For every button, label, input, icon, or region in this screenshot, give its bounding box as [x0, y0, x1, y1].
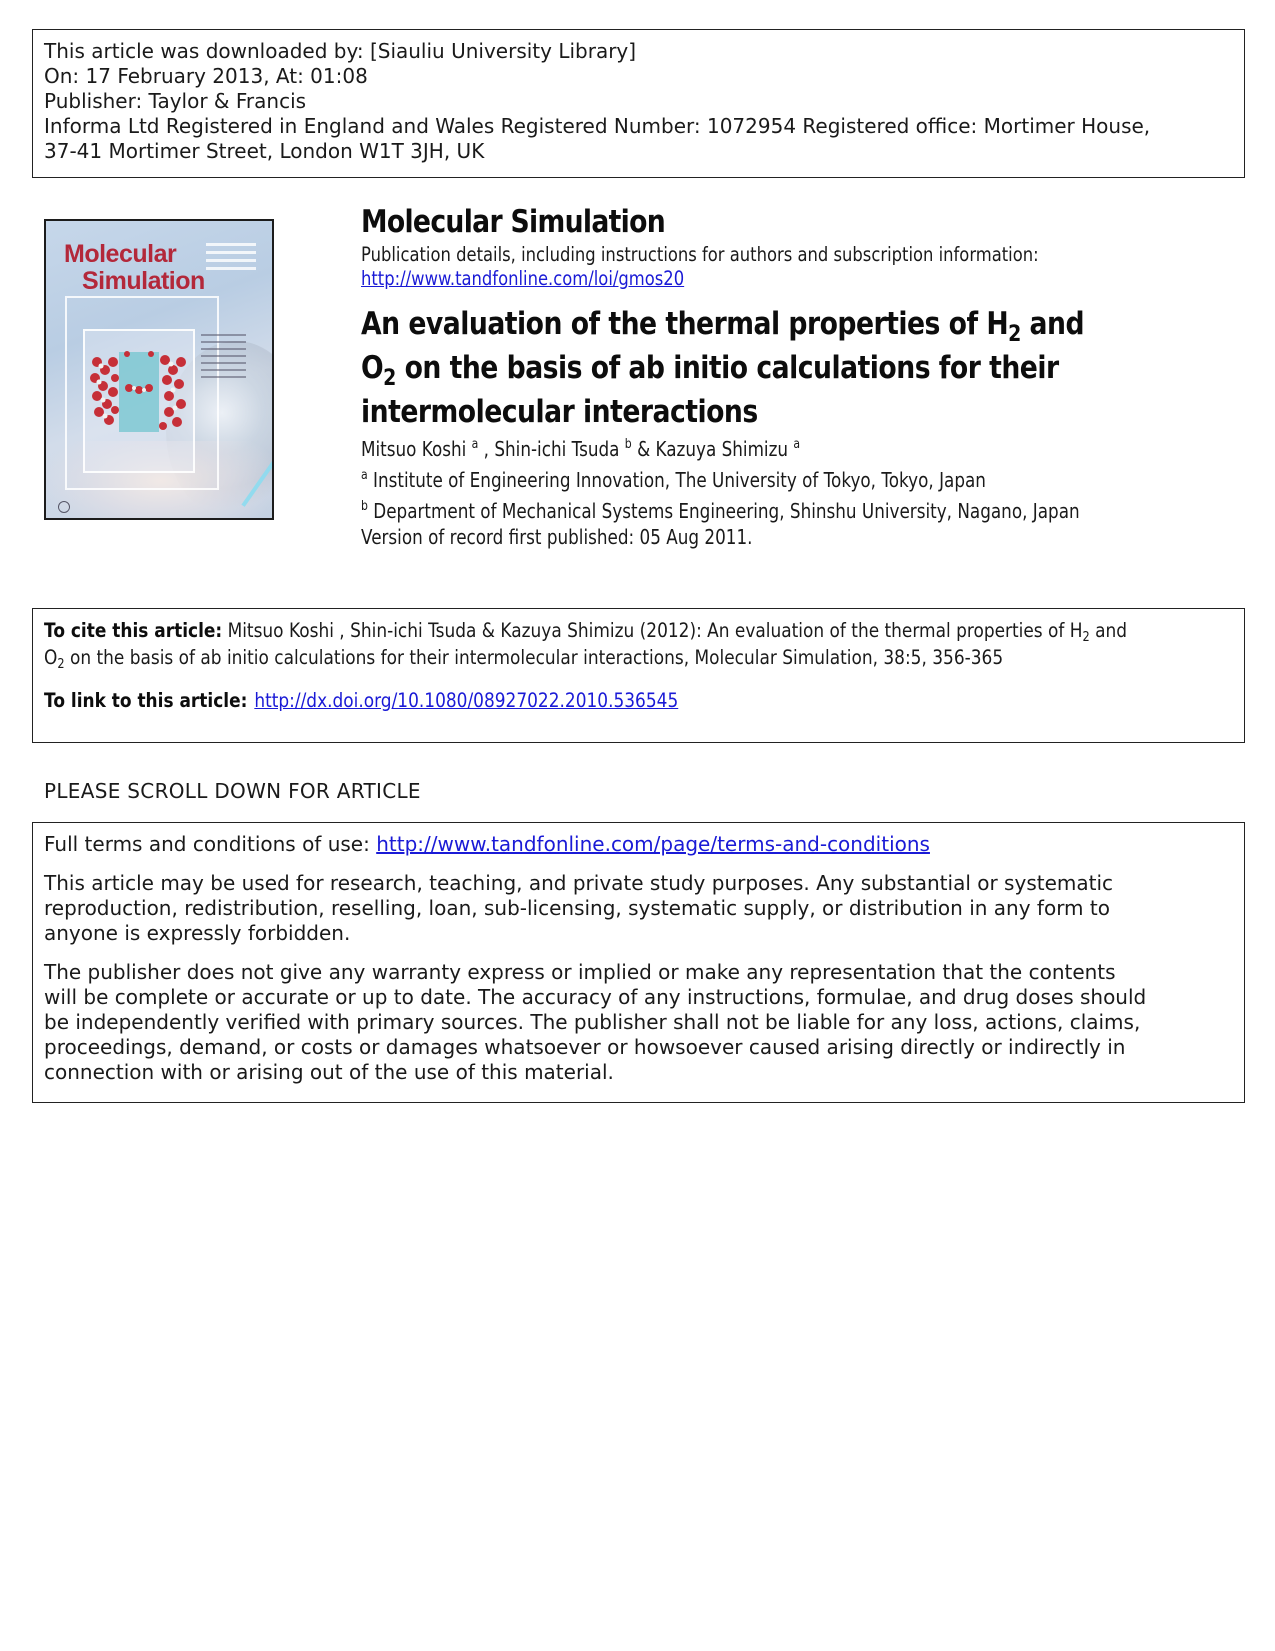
citation-line1: [44, 617, 1128, 645]
author-separator: &: [631, 437, 656, 461]
cover-molecule-graphic: [89, 348, 189, 436]
author-separator: ,: [478, 437, 495, 461]
download-line-library: This article was downloaded by: [Siauliu University Library]: [44, 39, 637, 63]
citation-text: Mitsuo Koshi , Shin-ichi Tsuda & Kazuya Shimizu (2012): An evaluation of the thermal properties of H: [222, 619, 1083, 642]
article-title-line2: [361, 346, 1135, 390]
journal-url-link[interactable]: http://www.tandfonline.com/loi/gmos20: [361, 267, 685, 290]
affiliation-mark: b: [624, 437, 632, 452]
article-title-text: An evaluation of the thermal properties of H: [361, 306, 1009, 342]
article-title-text: O: [361, 350, 384, 386]
affiliation-mark: b: [361, 499, 368, 514]
citation-box: [32, 608, 1245, 743]
cite-label: To cite this article:: [44, 619, 223, 642]
doi-link[interactable]: http://dx.doi.org/10.1080/08927022.2010.536545: [254, 689, 679, 712]
terms-usage-paragraph: [44, 871, 1233, 946]
affiliation-text: Department of Mechanical Systems Engineering, Shinshu University, Nagano, Japan: [373, 499, 1080, 523]
article-title-line3: intermolecular interactions: [361, 394, 758, 430]
cover-editors-list: [201, 334, 246, 383]
terms-text-line: anyone is expressly forbidden.: [44, 921, 351, 945]
journal-cover-image: [44, 219, 274, 520]
terms-disclaimer-paragraph: [44, 960, 1233, 1085]
publisher-logo-icon: [58, 501, 70, 513]
affiliation-mark: a: [793, 437, 801, 452]
affiliation-a: [361, 465, 1100, 496]
cover-title-line2: Simulation: [82, 267, 205, 295]
author-name: Mitsuo Koshi: [361, 437, 467, 461]
authors-line: [361, 434, 1100, 465]
subscript: 2: [383, 366, 396, 391]
terms-text-line: This article may be used for research, teaching, and private study purposes. Any substantial or systematic: [44, 871, 1114, 895]
terms-box: [32, 822, 1245, 1103]
scroll-notice: PLEASE SCROLL DOWN FOR ARTICLE: [44, 779, 421, 803]
article-link-row: [44, 687, 1078, 714]
affiliation-b: [361, 496, 1100, 527]
terms-text-line: The publisher does not give any warranty express or implied or make any representation that the contents: [44, 960, 1116, 984]
terms-header: [44, 832, 1233, 857]
article-title-text: on the basis of ab initio calculations for their: [395, 350, 1059, 386]
download-line-address: 37-41 Mortimer Street, London W1T 3JH, UK: [44, 139, 485, 163]
terms-text-line: be independently verified with primary sources. The publisher shall not be liable for any loss, actions, claims,: [44, 1010, 1141, 1034]
download-line-date: On: 17 February 2013, At: 01:08: [44, 64, 368, 88]
journal-title: Molecular Simulation: [361, 204, 666, 240]
citation-line2: [44, 644, 1078, 671]
author-name: Shin-ichi Tsuda: [494, 437, 620, 461]
affiliation-mark: a: [361, 468, 368, 483]
citation-text: on the basis of ab initio calculations for their intermolecular interactions, Molecular Simulation, 38:5, 356-365: [64, 646, 1004, 669]
subscript: 2: [1008, 322, 1021, 347]
citation-text: O: [44, 646, 58, 669]
citation-text: and: [1089, 619, 1128, 642]
terms-text-line: will be complete or accurate or up to date. The accuracy of any instructions, formulae, and drug doses should: [44, 985, 1147, 1009]
author-name: Kazuya Shimizu: [655, 437, 789, 461]
publication-details: Publication details, including instructions for authors and subscription information:: [361, 243, 1039, 266]
download-info-box: [32, 29, 1245, 178]
cover-title: [64, 241, 205, 295]
cover-volume-info: [206, 243, 256, 275]
terms-label: Full terms and conditions of use:: [44, 832, 377, 856]
article-title: [361, 302, 1135, 434]
terms-link[interactable]: http://www.tandfonline.com/page/terms-and-conditions: [376, 832, 930, 856]
article-title-text: and: [1020, 306, 1085, 342]
version-of-record: Version of record first published: 05 Aug 2011.: [361, 525, 753, 549]
cover-title-line1: Molecular: [64, 240, 177, 268]
subscript: 2: [57, 657, 65, 672]
terms-text-line: proceedings, demand, or costs or damages whatsoever or howsoever caused arising directly or indirectly in: [44, 1035, 1126, 1059]
download-line-publisher: Publisher: Taylor & Francis: [44, 89, 307, 113]
download-line-registration: Informa Ltd Registered in England and Wales Registered Number: 1072954 Registered office: Mortimer House,: [44, 114, 1151, 138]
affiliation-mark: a: [471, 437, 479, 452]
subscript: 2: [1082, 630, 1090, 645]
article-title-line1: [361, 302, 1135, 346]
link-label: To link to this article:: [44, 689, 248, 712]
terms-text-line: reproduction, redistribution, reselling, loan, sub-licensing, systematic supply, or distribution in any form to: [44, 896, 1110, 920]
affiliation-text: Institute of Engineering Innovation, The University of Tokyo, Tokyo, Japan: [373, 468, 986, 492]
terms-text-line: connection with or arising out of the use of this material.: [44, 1060, 614, 1084]
article-header: [361, 204, 1241, 549]
